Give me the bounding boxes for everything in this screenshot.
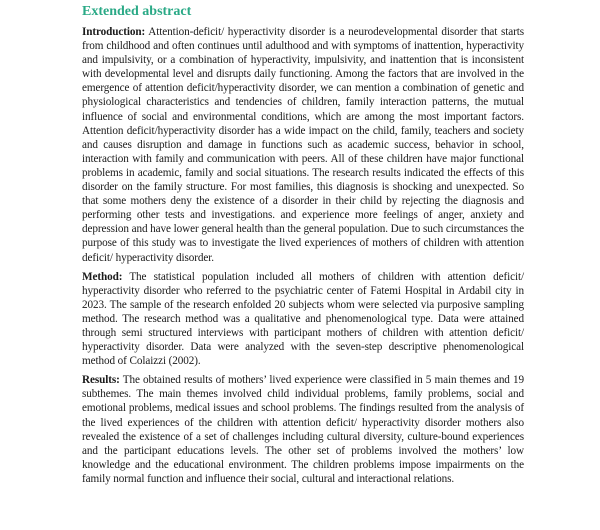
method-label: Method:: [82, 270, 123, 283]
introduction-text: Attention-deficit/ hyperactivity disorder is a neurodevelopmental disorder that starts from childhood and often continues until adulthood and with symptoms of inattention, hyperactivity and impulsivity, or a combination of hyperactivity, impulsivity, and inattention that is inconsistent with developmental level and disrupts daily functioning. Among the factors that are involved in the emergence of attention deficit/hyperactivity disorder, we can mention a combination of genetic and physiological characteristics and tendencies of children, family interaction patterns, the mutual influence of social and environmental conditions, which are among the most important factors. Attention deficit/hyperactivity disorder has a wide impact on the child, family, teachers and society and causes disruption and damage in functions such as academic success, behavior in school, interaction with family and communication with peers. All of these children have major functional problems in academic, family and social situations. The research results indicated the effects of this disorder on the family structure. For most families, this diagnosis is shocking and unexpected. So that some mothers deny the existence of a disorder in their child by rejecting the diagnosis and performing other tests and investigations. and experience more feelings of anger, anxiety and depression and have lower general health than the general population. Due to such circumstances the purpose of this study was to investigate the lived experiences of mothers of children with attention deficit/ hyperactivity disorder.: [82, 26, 524, 264]
extended-abstract: [82, 3, 524, 491]
section-heading: Extended abstract: [82, 4, 192, 19]
introduction-label: Introduction:: [82, 26, 146, 38]
results-paragraph: [82, 373, 524, 486]
results-label: Results:: [82, 374, 120, 387]
method-paragraph: [82, 270, 524, 369]
introduction-paragraph: [82, 25, 524, 265]
method-text: The statistical population included all mothers of children with attention deficit/ hyperactivity disorder who referred to the psychiatric center of Fatemi Hospital in Ardabil city in 2023. The sample of the research enfolded 20 subjects whom were selected via purposive sampling method. The research method was a qualitative and phenomenological type. Data were attained through semi structured interviews with participant mothers of children with attention deficit/ hyperactivity disorder. Data were analyzed with the seven-step descriptive phenomenological method of Colaizzi (2002).: [82, 270, 524, 368]
results-text: The obtained results of mothers’ lived experience were classified in 5 main themes and 19 subthemes. The main themes involved child individual problems, family problems, social and emotional problems, medical issues and school problems. The findings resulted from the analysis of the lived experiences of the children with attention deficit/ hyperactivity disorder mothers also revealed the existence of a set of challenges including cultural diversity, culture-bound experiences and the participant educations levels. The other set of problems involved the mothers’ low knowledge and the educational environment. The children problems impose impairments on the family normal function and influence their social, cultural and interactional relations.: [82, 374, 524, 485]
